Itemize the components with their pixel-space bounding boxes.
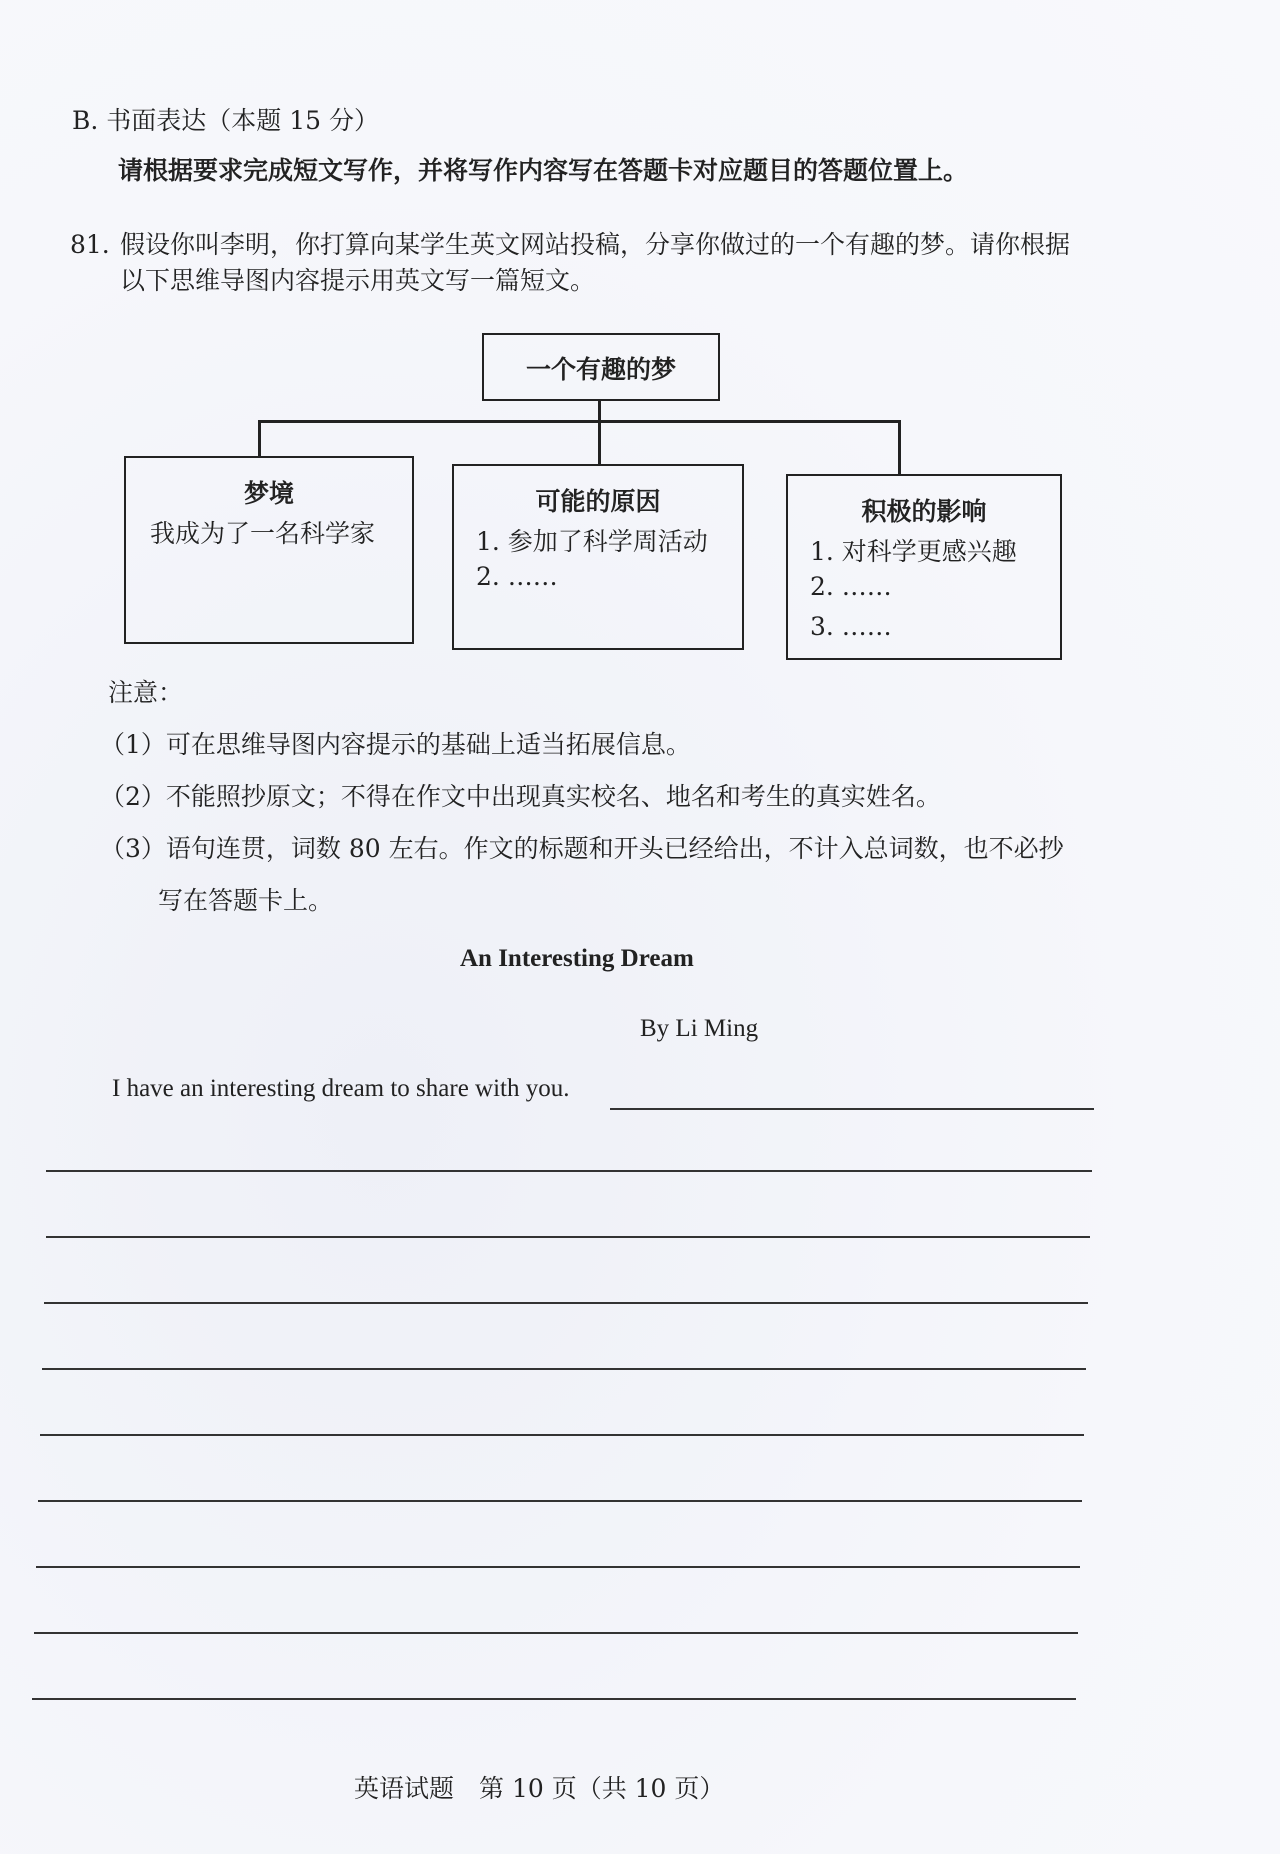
branch-item: 1. 对科学更感兴趣 <box>810 537 1017 566</box>
branch-item: 2. …… <box>476 562 558 591</box>
branch-title: 积极的影响 <box>861 497 987 526</box>
branch-item: 2. …… <box>810 572 892 601</box>
writing-line <box>38 1500 1082 1502</box>
mindmap-branch-effects <box>786 474 1062 660</box>
writing-line <box>40 1434 1084 1436</box>
question-line-2: 以下思维导图内容提示用英文写一篇短文。 <box>120 266 596 295</box>
branch-title: 梦境 <box>243 479 294 508</box>
writing-line <box>46 1170 1092 1172</box>
question-number: 81. <box>70 230 110 259</box>
question-line-1: 假设你叫李明，你打算向某学生英文网站投稿，分享你做过的一个有趣的梦。请你根据 <box>120 230 1071 259</box>
essay-byline: By Li Ming <box>640 1015 759 1042</box>
note-item-3-cont: 写在答题卡上。 <box>158 886 334 915</box>
mindmap-root-label: 一个有趣的梦 <box>525 355 676 384</box>
writing-line <box>34 1632 1078 1634</box>
section-heading: B. 书面表达（本题 15 分） <box>72 106 379 135</box>
connector-line <box>898 420 901 474</box>
branch-title: 可能的原因 <box>535 487 661 516</box>
writing-line <box>32 1698 1076 1700</box>
connector-line <box>258 420 900 423</box>
section-instruction: 请根据要求完成短文写作，并将写作内容写在答题卡对应题目的答题位置上。 <box>118 156 969 185</box>
writing-line <box>36 1566 1080 1568</box>
note-item-3: （3）语句连贯，词数 80 左右。作文的标题和开头已经给出，不计入总词数，也不必抄 <box>100 834 1064 863</box>
writing-line <box>44 1302 1088 1304</box>
writing-line <box>42 1368 1086 1370</box>
branch-item: 我成为了一名科学家 <box>150 519 376 548</box>
essay-title: An Interesting Dream <box>460 945 694 972</box>
note-item-1: （1）可在思维导图内容提示的基础上适当拓展信息。 <box>100 730 691 759</box>
writing-line <box>46 1236 1090 1238</box>
branch-item: 3. …… <box>810 612 892 641</box>
mindmap-branch-dream <box>124 456 414 644</box>
page-footer: 英语试题 第 10 页（共 10 页） <box>354 1774 725 1803</box>
notes-label: 注意： <box>108 678 184 707</box>
mindmap-root-box <box>482 333 720 401</box>
note-item-2: （2）不能照抄原文；不得在作文中出现真实校名、地名和考生的真实姓名。 <box>100 782 941 811</box>
connector-line <box>258 420 261 456</box>
essay-opening: I have an interesting dream to share with you. <box>112 1075 570 1102</box>
connector-line <box>598 420 601 464</box>
branch-item: 1. 参加了科学周活动 <box>476 527 708 556</box>
writing-line <box>610 1108 1094 1110</box>
mindmap-branch-reasons <box>452 464 744 650</box>
